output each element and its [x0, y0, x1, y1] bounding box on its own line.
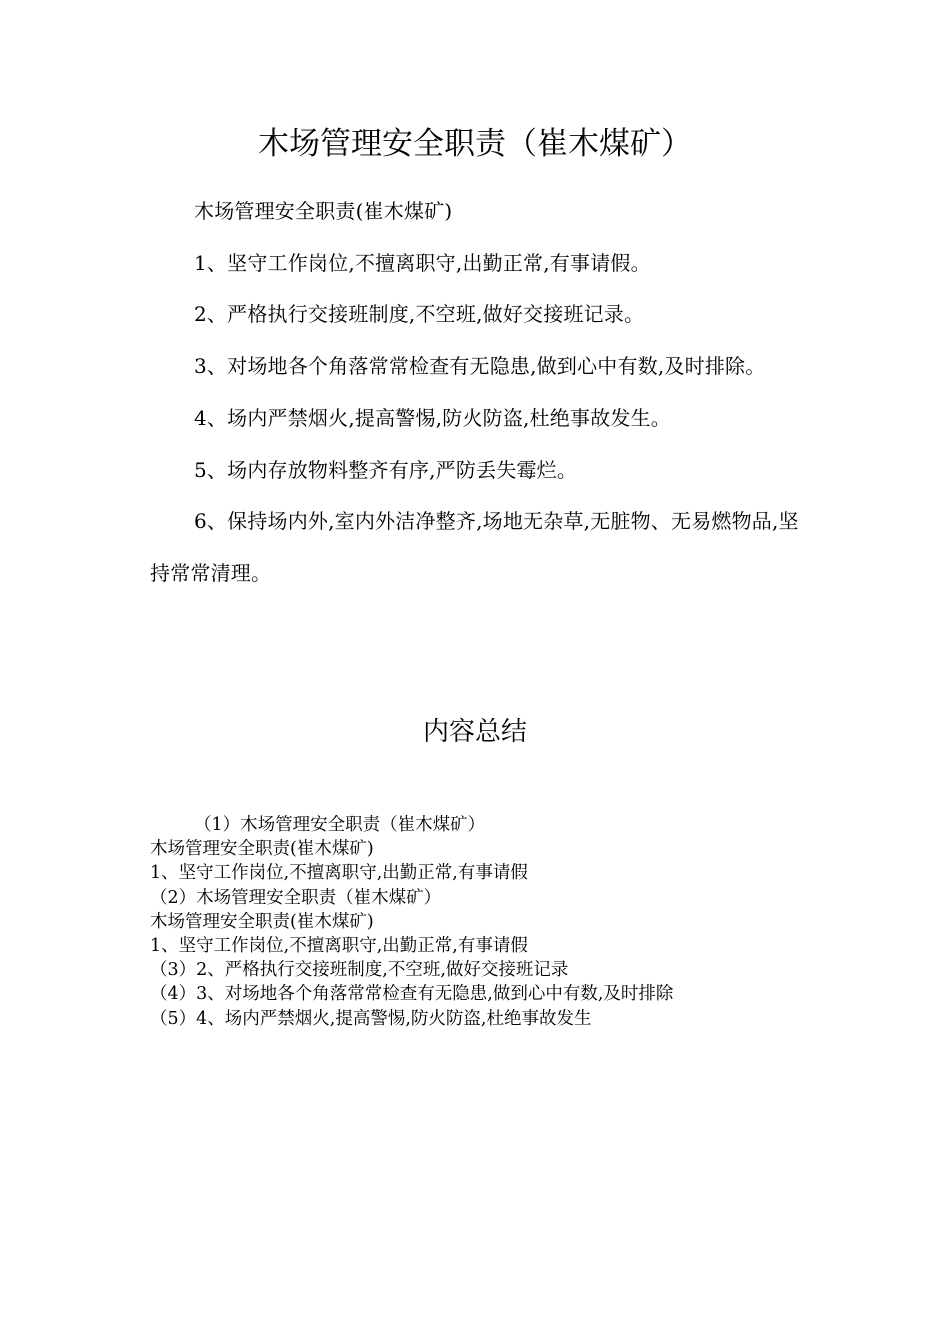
body-paragraph: 4、场内严禁烟火,提高警惕,防火防盗,杜绝事故发生。 [194, 405, 671, 430]
document-body [150, 186, 800, 600]
summary-line: （5）4、场内严禁烟火,提高警惕,防火防盗,杜绝事故发生 [150, 1008, 592, 1029]
summary-line: 木场管理安全职责(崔木煤矿) [150, 911, 374, 932]
body-paragraph: 6、保持场内外,室内外洁净整齐,场地无杂草,无脏物、无易燃物品,坚持常常清理。 [150, 509, 799, 585]
summary-line: （4）3、对场地各个角落常常检查有无隐患,做到心中有数,及时排除 [150, 984, 674, 1005]
document-title: 木场管理安全职责（崔木煤矿） [258, 126, 692, 162]
body-paragraph: 5、场内存放物料整齐有序,严防丢失霉烂。 [194, 457, 578, 482]
body-paragraph: 1、坚守工作岗位,不擅离职守,出勤正常,有事请假。 [194, 250, 651, 275]
summary-line: 1、坚守工作岗位,不擅离职守,出勤正常,有事请假 [150, 936, 528, 957]
summary-line: 1、坚守工作岗位,不擅离职守,出勤正常,有事请假 [150, 863, 528, 884]
summary-title: 内容总结 [422, 717, 527, 747]
body-paragraph: 木场管理安全职责(崔木煤矿) [194, 199, 453, 223]
summary-line: （2）木场管理安全职责（崔木煤矿） [150, 887, 442, 908]
body-paragraph: 3、对场地各个角落常常检查有无隐患,做到心中有数,及时排除。 [194, 354, 766, 379]
summary-line: （1）木场管理安全职责（崔木煤矿） [194, 815, 486, 835]
summary-list [150, 813, 830, 1031]
body-paragraph: 2、严格执行交接班制度,不空班,做好交接班记录。 [194, 302, 645, 327]
summary-line: 木场管理安全职责(崔木煤矿) [150, 839, 374, 860]
summary-line: （3）2、严格执行交接班制度,不空班,做好交接班记录 [150, 960, 569, 981]
